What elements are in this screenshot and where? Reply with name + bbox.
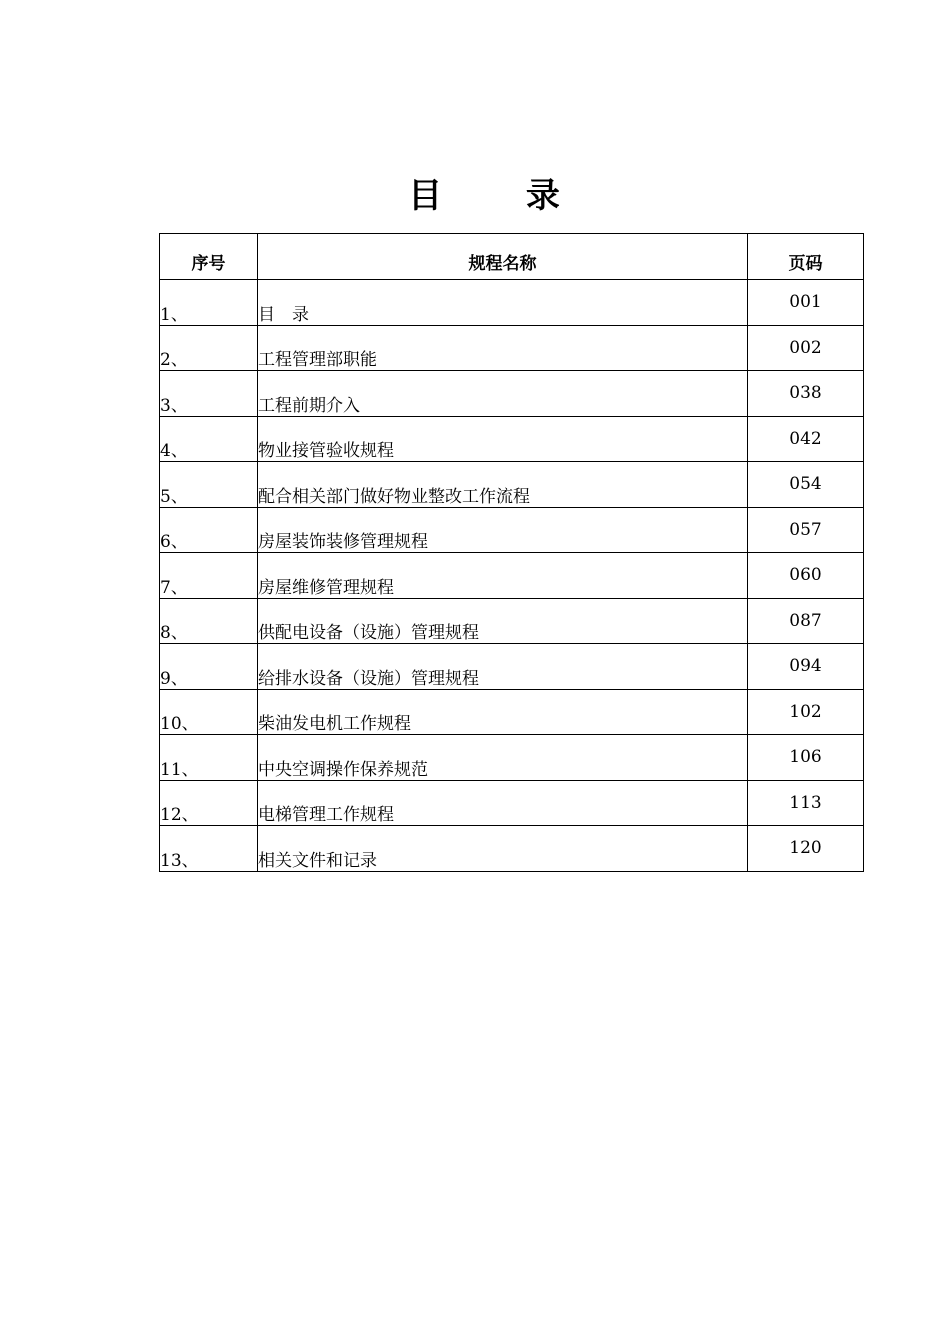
row-page: 038 — [748, 371, 864, 417]
row-title: 房屋装饰装修管理规程 — [258, 507, 748, 553]
row-page: 106 — [748, 735, 864, 781]
row-title: 配合相关部门做好物业整改工作流程 — [258, 462, 748, 508]
row-number: 9、 — [160, 644, 258, 690]
toc-header-row — [160, 234, 864, 280]
toc-table — [159, 233, 864, 872]
row-title: 相关文件和记录 — [258, 826, 748, 872]
row-title: 电梯管理工作规程 — [258, 780, 748, 826]
row-title: 物业接管验收规程 — [258, 416, 748, 462]
row-page: 060 — [748, 553, 864, 599]
row-number: 11、 — [160, 735, 258, 781]
table-row — [160, 371, 864, 417]
table-row — [160, 598, 864, 644]
row-title: 给排水设备（设施）管理规程 — [258, 644, 748, 690]
row-number: 8、 — [160, 598, 258, 644]
row-title: 工程前期介入 — [258, 371, 748, 417]
row-number: 1、 — [160, 280, 258, 326]
table-row — [160, 325, 864, 371]
row-number: 6、 — [160, 507, 258, 553]
row-page: 094 — [748, 644, 864, 690]
row-page: 042 — [748, 416, 864, 462]
row-number: 3、 — [160, 371, 258, 417]
header-name: 规程名称 — [258, 234, 748, 280]
table-row — [160, 462, 864, 508]
row-number: 10、 — [160, 689, 258, 735]
table-row — [160, 826, 864, 872]
document-title: 目 录 — [408, 176, 596, 216]
table-row — [160, 780, 864, 826]
row-page: 001 — [748, 280, 864, 326]
table-row — [160, 735, 864, 781]
row-page: 087 — [748, 598, 864, 644]
row-number: 12、 — [160, 780, 258, 826]
row-page: 113 — [748, 780, 864, 826]
row-page: 057 — [748, 507, 864, 553]
row-number: 7、 — [160, 553, 258, 599]
table-row — [160, 689, 864, 735]
table-row — [160, 553, 864, 599]
row-page: 120 — [748, 826, 864, 872]
row-page: 054 — [748, 462, 864, 508]
header-no: 序号 — [160, 234, 258, 280]
row-number: 13、 — [160, 826, 258, 872]
table-row — [160, 416, 864, 462]
row-title: 柴油发电机工作规程 — [258, 689, 748, 735]
table-row — [160, 644, 864, 690]
row-title: 供配电设备（设施）管理规程 — [258, 598, 748, 644]
table-row — [160, 280, 864, 326]
row-number: 4、 — [160, 416, 258, 462]
row-number: 5、 — [160, 462, 258, 508]
row-page: 102 — [748, 689, 864, 735]
row-number: 2、 — [160, 325, 258, 371]
row-title: 中央空调操作保养规范 — [258, 735, 748, 781]
table-row — [160, 507, 864, 553]
row-title: 工程管理部职能 — [258, 325, 748, 371]
row-page: 002 — [748, 325, 864, 371]
row-title: 房屋维修管理规程 — [258, 553, 748, 599]
row-title: 目 录 — [258, 280, 748, 326]
header-page: 页码 — [748, 234, 864, 280]
